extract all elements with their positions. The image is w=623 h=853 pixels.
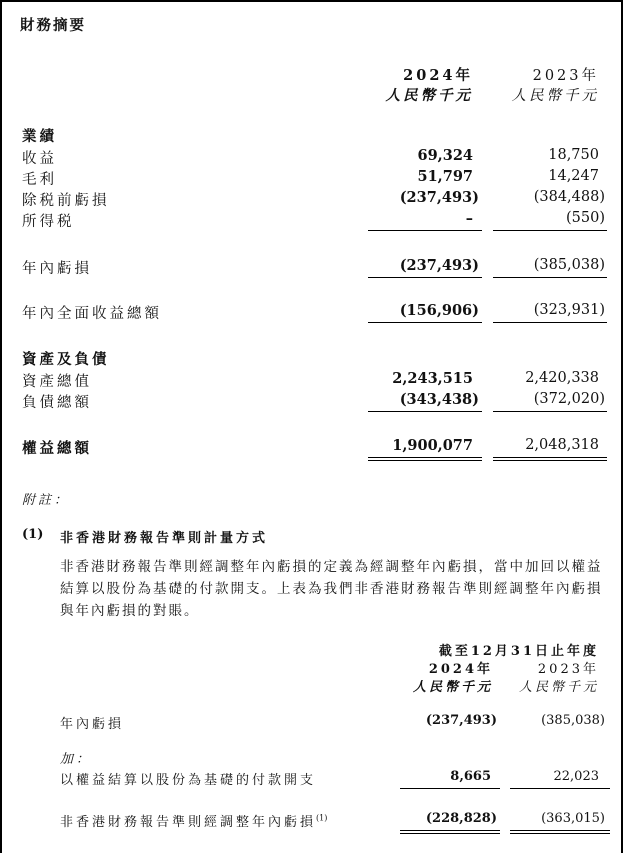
header-unit-prior: 人民幣千元 — [511, 88, 599, 104]
subtotal-rule-current — [368, 230, 482, 231]
equity-double-rule-prior — [493, 457, 607, 461]
gross-profit-prior: 14,247 — [548, 168, 599, 184]
row-label-total-equity: 權益總額 — [22, 440, 92, 457]
recon-label-loss-for-year: 年內虧損 — [60, 717, 125, 732]
row-label-income-tax: 所得税 — [22, 214, 75, 230]
note-title: 非香港財務報告準則計量方式 — [60, 531, 269, 546]
total-equity-current: 1,900,077 — [392, 437, 473, 454]
recon-rule-prior — [510, 788, 610, 789]
note-number: (1) — [22, 527, 44, 542]
comprehensive-rule-prior — [493, 322, 607, 323]
notes-heading: 附註： — [22, 493, 71, 508]
loss-before-tax-current: (237,493) — [399, 189, 479, 206]
recon-loss-current: (237,493) — [425, 713, 497, 728]
assets-heading: 資產及負債 — [22, 351, 110, 368]
header-year-current: 2024年 — [403, 67, 473, 84]
total-assets-current: 2,243,515 — [392, 370, 473, 387]
page-title: 財務摘要 — [20, 17, 86, 34]
total-comprehensive-prior: (323,931) — [533, 302, 605, 318]
row-label-gross-profit: 毛利 — [22, 172, 57, 188]
header-year-prior: 2023年 — [532, 68, 599, 84]
row-label-total-assets: 資產總值 — [22, 374, 92, 390]
recon-adjusted-current: (228,828) — [425, 811, 497, 826]
recon-year-prior: 2023年 — [537, 662, 599, 677]
recon-rule-current — [400, 788, 500, 789]
recon-double-rule-current — [400, 830, 500, 834]
results-heading: 業績 — [22, 128, 57, 145]
liabilities-rule-current — [368, 411, 482, 412]
subtotal-rule-prior — [493, 230, 607, 231]
equity-double-rule-current — [368, 457, 482, 461]
recon-unit-prior: 人民幣千元 — [518, 680, 599, 695]
row-label-revenue: 收益 — [22, 151, 57, 167]
total-liabilities-prior: (372,020) — [533, 391, 605, 407]
row-label-loss-before-tax: 除税前虧損 — [22, 193, 110, 209]
recon-loss-prior: (385,038) — [541, 713, 605, 728]
recon-adjusted-footnote-ref: (1) — [316, 813, 328, 823]
loss-before-tax-prior: (384,488) — [533, 189, 605, 205]
recon-unit-current: 人民幣千元 — [412, 680, 493, 695]
loss-rule-current — [368, 277, 482, 278]
recon-period: 截至12月31日止年度 — [438, 644, 599, 659]
gross-profit-current: 51,797 — [417, 168, 473, 185]
recon-adjusted-label-text: 非香港財務報告準則經調整年內虧損 — [60, 815, 317, 830]
liabilities-rule-prior — [493, 411, 607, 412]
row-label-total-comprehensive: 年內全面收益總額 — [22, 306, 162, 322]
loss-for-year-current: (237,493) — [399, 257, 479, 274]
comprehensive-rule-current — [368, 322, 482, 323]
recon-label-sbc: 以權益結算以股份為基礎的付款開支 — [60, 773, 317, 788]
recon-adjusted-prior: (363,015) — [541, 811, 605, 826]
loss-rule-prior — [493, 277, 607, 278]
row-label-total-liabilities: 負債總額 — [22, 395, 92, 411]
income-tax-current: – — [465, 210, 473, 227]
revenue-prior: 18,750 — [548, 147, 599, 163]
loss-for-year-prior: (385,038) — [533, 257, 605, 273]
recon-sbc-current: 8,665 — [450, 769, 491, 784]
total-assets-prior: 2,420,338 — [525, 370, 599, 386]
recon-add-label: 加： — [60, 752, 93, 767]
recon-double-rule-prior — [510, 830, 610, 834]
note-paragraph: 非香港財務報告準則經調整年內虧損的定義為經調整年內虧損，當中加回以權益結算以股份為基礎的付款開支。上表為我們非香港財務報告準則經調整年內虧損與年內虧損的對賬。 — [60, 559, 603, 619]
row-label-loss-for-year: 年內虧損 — [22, 261, 92, 277]
header-unit-current: 人民幣千元 — [385, 87, 473, 104]
revenue-current: 69,324 — [417, 147, 473, 164]
recon-year-current: 2024年 — [428, 662, 493, 677]
total-liabilities-current: (343,438) — [399, 391, 479, 408]
income-tax-prior: (550) — [566, 210, 605, 226]
recon-sbc-prior: 22,023 — [553, 769, 599, 784]
total-equity-prior: 2,048,318 — [525, 437, 599, 453]
recon-label-adjusted-loss — [60, 811, 327, 830]
total-comprehensive-current: (156,906) — [399, 302, 479, 319]
